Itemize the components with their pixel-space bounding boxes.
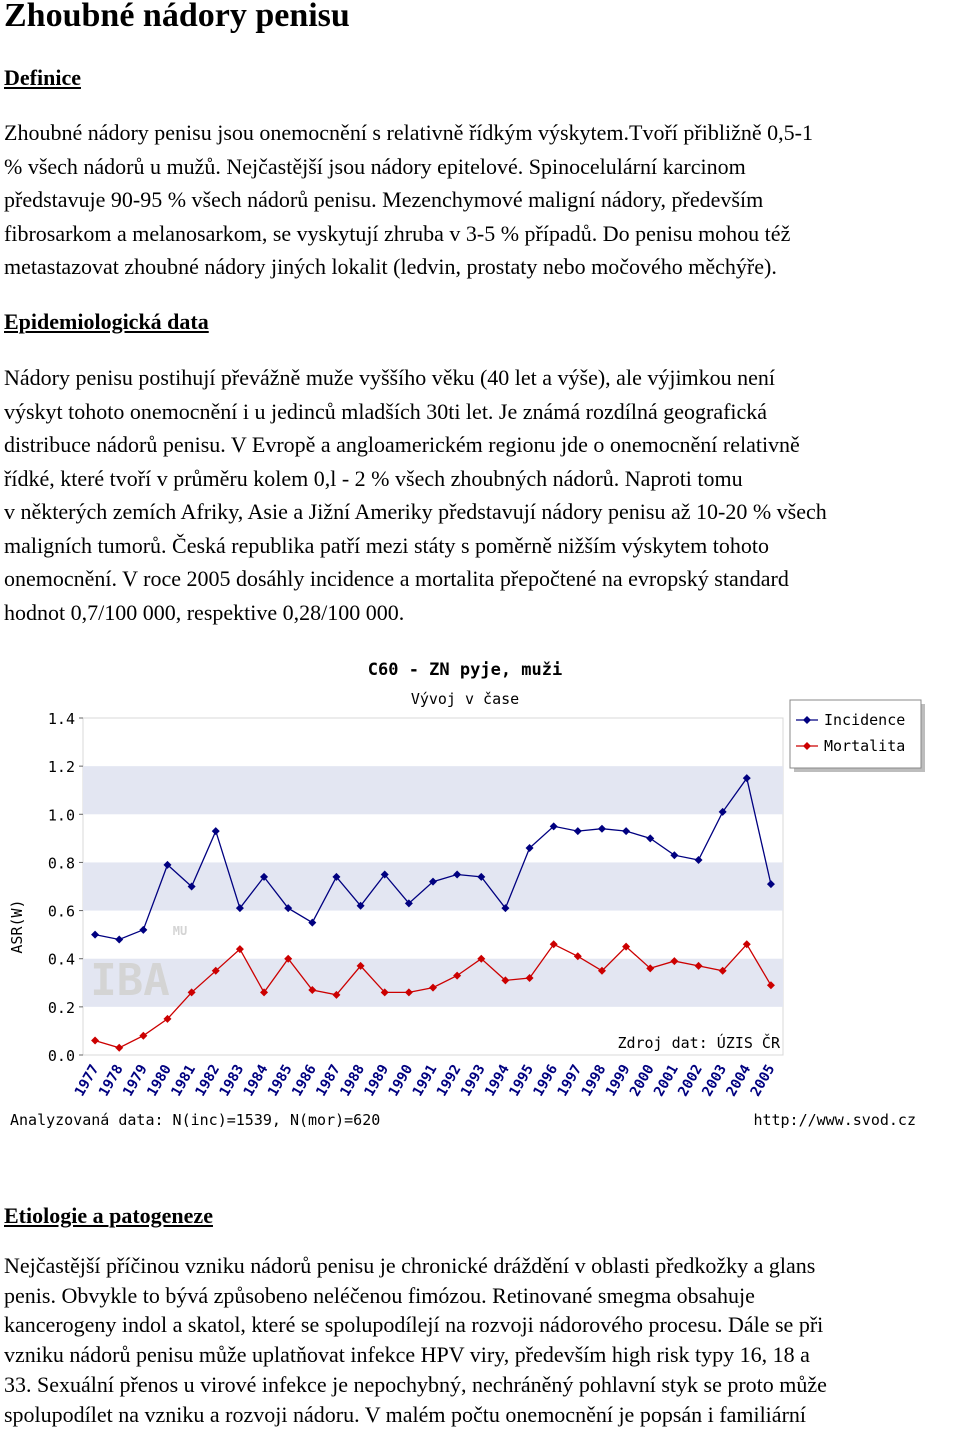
paragraph-etiologie	[4, 1251, 960, 1429]
chart-footer-right: http://www.svod.cz	[753, 1111, 916, 1129]
chart-subtitle: Vývoj v čase	[410, 690, 520, 708]
text-line: představuje 90-95 % všech nádorů penisu. Mezenchymové maligní nádory, především	[4, 187, 764, 212]
x-tick-label: 1986	[289, 1062, 320, 1100]
paragraph-epidemiologie	[4, 361, 960, 629]
x-tick-label: 1977	[71, 1062, 103, 1100]
text-line: spolupodílet na vzniku a rozvoji nádoru. V malém počtu onemocnění je popsán i familiární	[4, 1401, 807, 1427]
paragraph-definice	[4, 116, 960, 284]
x-tick-label: 1980	[144, 1062, 175, 1100]
y-axis-label: ASR(W)	[8, 899, 26, 954]
text-line: Zhoubné nádory penisu jsou onemocnění s relativně řídkým výskytem.Tvoří přibližně 0,5-1	[4, 120, 813, 145]
y-axis-ticks	[48, 710, 83, 1065]
x-tick-label: 2001	[651, 1062, 682, 1100]
x-tick-label: 2000	[626, 1062, 658, 1100]
x-tick-label: 1996	[530, 1062, 562, 1100]
y-tick-label: 0.6	[47, 902, 75, 921]
text-line: výskyt tohoto onemocnění i u jedinců mladších 30ti let. Je známá rozdílná geografická	[4, 398, 768, 424]
x-tick-label: 2004	[723, 1062, 755, 1100]
text-line: % všech nádorů u mužů. Nejčastější jsou nádory epitelové. Spinocelulární karcinom	[4, 153, 746, 179]
y-tick-label: 0.0	[47, 1047, 75, 1065]
text-line: maligních tumorů. Česká republika patří mezi státy s poměrně nižším výskytem tohoto	[4, 532, 769, 558]
x-tick-label: 2005	[747, 1062, 779, 1100]
text-line: penis. Obvykle to bývá způsobeno neléčenou fimózou. Retinované smegma obsahuje	[4, 1282, 755, 1308]
x-tick-label: 1989	[361, 1062, 393, 1100]
x-tick-label: 1994	[482, 1062, 513, 1100]
page-title: Zhoubné nádory penisu	[4, 0, 350, 34]
x-tick-label: 1984	[240, 1062, 272, 1100]
watermark-small-text: MU	[172, 924, 188, 938]
x-tick-label: 1987	[313, 1062, 344, 1100]
x-tick-label: 1990	[385, 1062, 417, 1100]
x-tick-label: 1991	[409, 1062, 441, 1100]
x-tick-label: 1979	[120, 1062, 151, 1100]
text-line: kancerogeny indol a skatol, které se spolupodílejí na rozvoji nádorového procesu. Dále se při	[4, 1312, 824, 1338]
section-heading-definice: Definice	[4, 65, 81, 90]
text-line: fibrosarkom a melanosarkom, se vyskytují zhruba v 3-5 % případů. Do penisu mohou též	[4, 220, 791, 246]
text-line: řídké, které tvoří v průměru kolem 0,l - 2 % všech zhoubných nádorů. Naproti tomu	[4, 465, 743, 491]
x-tick-label: 1998	[578, 1062, 610, 1100]
y-tick-label: 1.2	[47, 758, 75, 777]
legend-label: Mortalita	[824, 737, 906, 755]
x-tick-label: 1988	[337, 1062, 369, 1100]
x-tick-label: 1985	[264, 1062, 296, 1100]
x-tick-label: 1995	[506, 1062, 538, 1100]
text-line: v některých zemích Afriky, Asie a Jižní Ameriky představují nádory penisu až 10-20 % všech	[4, 499, 827, 524]
text-line: hodnot 0,7/100 000, respektive 0,28/100 000.	[4, 599, 405, 625]
chart-source: Zdroj dat: ÚZIS ČR	[617, 1034, 780, 1052]
x-tick-label: 1993	[458, 1062, 489, 1100]
legend-label: Incidence	[824, 711, 906, 729]
text-line: onemocnění. V roce 2005 dosáhly incidence a mortalita přepočtené na evropský standard	[4, 566, 789, 591]
x-axis-ticks	[72, 1062, 779, 1099]
x-tick-label: 2003	[699, 1062, 731, 1100]
x-tick-label: 1997	[554, 1062, 586, 1100]
chart-title: C60 - ZN pyje, muži	[367, 660, 563, 680]
x-tick-label: 1982	[192, 1062, 224, 1100]
text-line: vzniku nádorů penisu může uplatňovat infekce HPV viry, především high risk typy 16, 18 a	[4, 1342, 810, 1368]
x-tick-label: 1992	[433, 1062, 465, 1100]
grid-band	[83, 959, 783, 1007]
x-tick-label: 2002	[675, 1062, 706, 1100]
section-heading-etiologie: Etiologie a patogeneze	[4, 1203, 213, 1228]
y-tick-label: 1.0	[47, 806, 75, 825]
text-line: Nejčastější příčinou vzniku nádorů penisu je chronické dráždění v oblasti předkožky a glans	[4, 1253, 816, 1278]
x-tick-label: 1983	[216, 1062, 248, 1100]
y-tick-label: 0.4	[47, 950, 75, 969]
section-heading-epidemiologie: Epidemiologická data	[4, 309, 209, 334]
chart-legend	[790, 700, 925, 772]
text-line: 33. Sexuální přenos u virové infekce je nepochybný, nechráněný pohlavní styk se proto může	[4, 1371, 827, 1397]
text-line: metastazovat zhoubné nádory jiných lokalit (ledvin, prostaty nebo močového měchýře).	[4, 254, 777, 279]
x-tick-label: 1981	[168, 1062, 200, 1100]
chart-footer-left: Analyzovaná data: N(inc)=1539, N(mor)=620	[10, 1111, 381, 1129]
watermark-text: IBA	[90, 955, 170, 1006]
text-line: distribuce nádorů penisu. V Evropě a angloamerickém regionu jde o onemocnění relativně	[4, 432, 800, 457]
grid-band	[83, 766, 783, 814]
x-tick-label: 1999	[602, 1062, 634, 1100]
y-tick-label: 0.2	[47, 998, 75, 1017]
incidence-mortality-chart	[0, 650, 960, 1140]
text-line: Nádory penisu postihují převážně muže vyššího věku (40 let a výše), ale výjimkou není	[4, 365, 776, 390]
x-tick-label: 1978	[95, 1062, 127, 1100]
y-tick-label: 0.8	[47, 854, 75, 873]
y-tick-label: 1.4	[47, 710, 75, 728]
